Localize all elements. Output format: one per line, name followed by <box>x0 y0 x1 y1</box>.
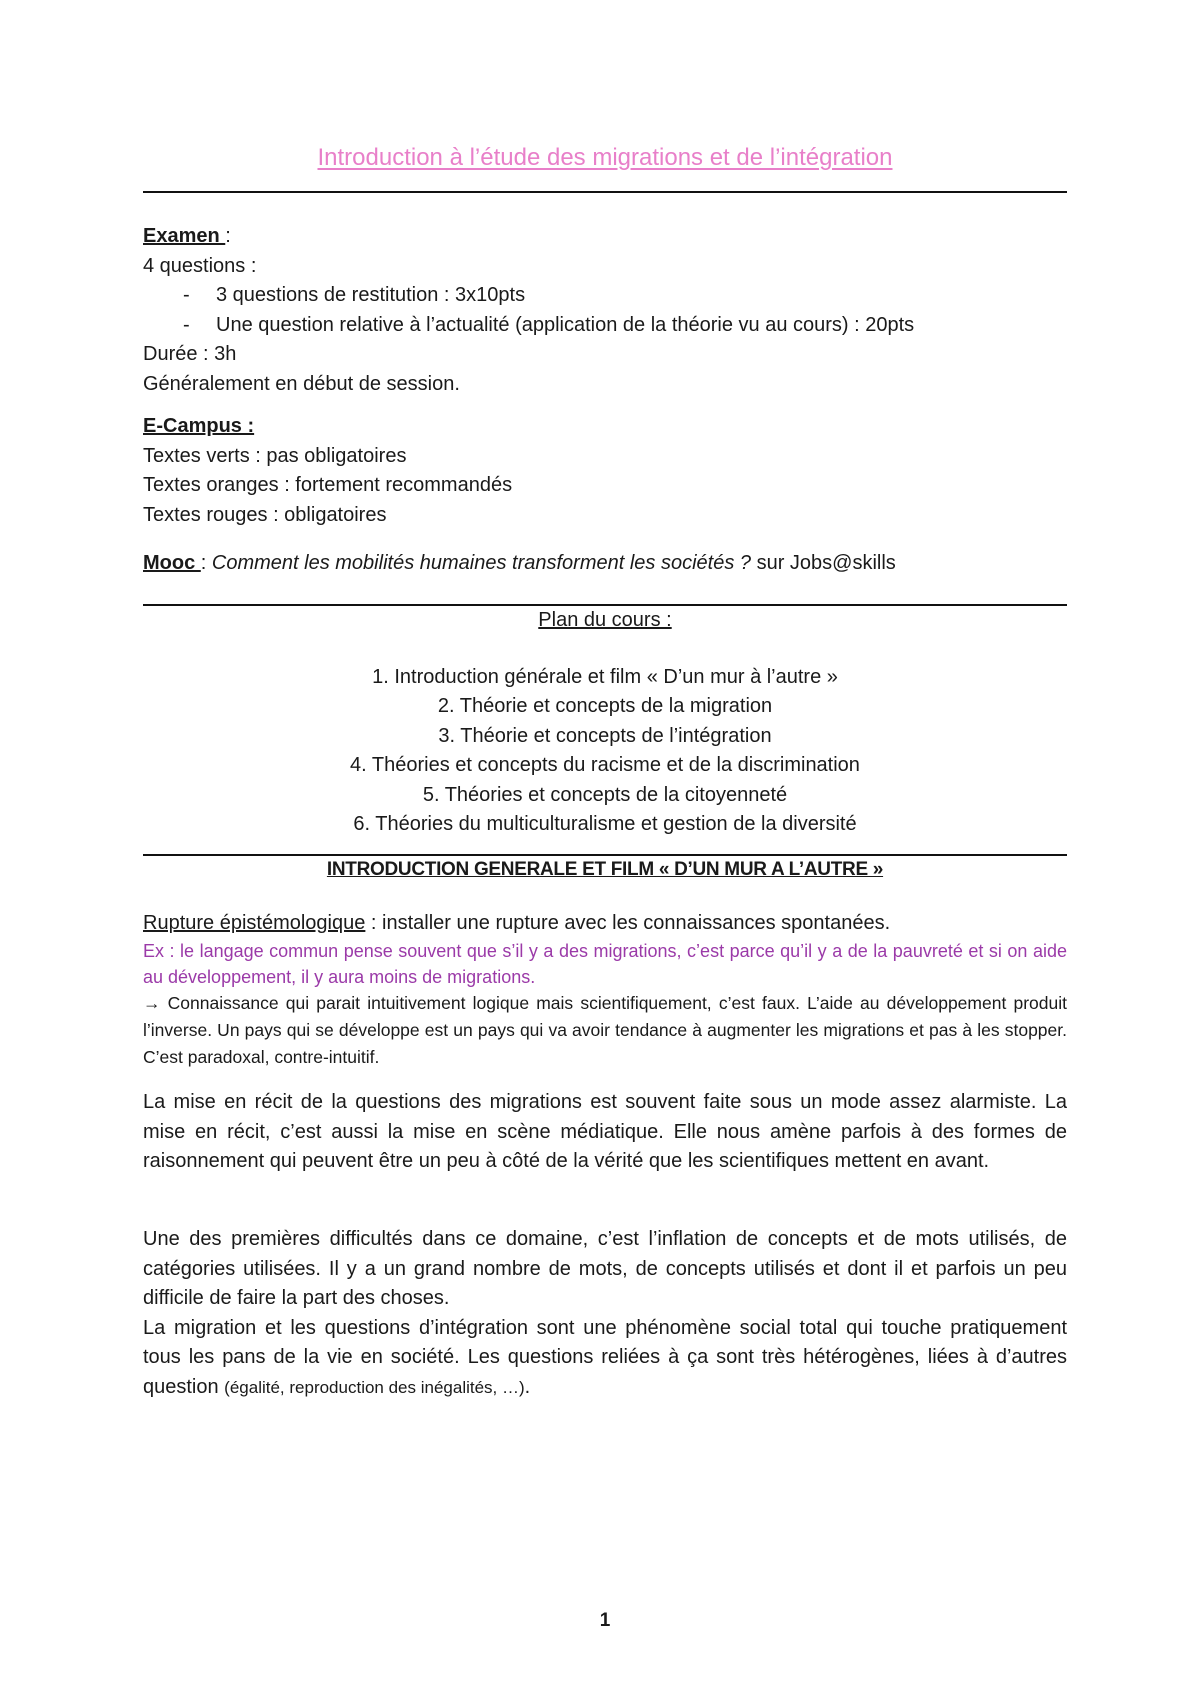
ecampus-line-red: Textes rouges : obligatoires <box>143 503 387 526</box>
mooc-title: Comment les mobilités humaines transforment les sociétés ? <box>211 552 752 574</box>
plan-heading: Plan du cours : <box>538 609 672 631</box>
mooc-section <box>143 549 1067 579</box>
plan-item: 2. Théorie et concepts de la migration <box>437 695 773 717</box>
rupture-line <box>143 909 1067 939</box>
ecampus-heading: E-Campus : <box>143 415 255 437</box>
arrow-icon: → <box>143 993 161 1013</box>
plan-item: 1. Introduction générale et film « D’un mur à l’autre » <box>372 665 838 688</box>
ecampus-line-green: Textes verts : pas obligatoires <box>143 444 407 467</box>
paragraph-2: Une des premières difficultés dans ce domaine, c’est l’inflation de concepts et de mots utilisés, de catégories utilisées. Il y a un grand nombre de mots, de concepts utilisés et dont il et parfois un peu difficile de faire la part des choses. La migration et les questions d’intégration sont une phénomène social total qui touche pratiquement tous les pans de la vie en société. Les questions reliées à ça sont très hétérogènes, liées à d’autres question (égalité, reproduction des inégalités, …). <box>143 1225 1067 1402</box>
plan-item: 6. Théories du multiculturalisme et gestion de la diversité <box>353 813 857 835</box>
list-item: - Une question relative à l’actualité (application de la théorie vu au cours) : 20pts <box>183 313 915 336</box>
plan-item: 5. Théories et concepts de la citoyenneté <box>422 783 788 806</box>
document-title: Introduction à l’étude des migrations et de l’intégration <box>317 144 893 171</box>
exam-heading <box>143 222 1067 252</box>
exam-timing: Généralement en début de session. <box>143 372 460 395</box>
mooc-label: Mooc <box>143 552 201 574</box>
exam-question-list <box>143 281 1067 340</box>
example-text: Ex : le langage commun pense souvent que s’il y a des migrations, c’est parce qu’il y a de la pauvreté et si on aide au développement, il y aura moins de migrations. <box>143 941 1067 987</box>
exam-label-suffix: : <box>225 225 231 247</box>
section-title: INTRODUCTION GENERALE ET FILM « D’UN MUR A L’AUTRE » <box>326 859 884 880</box>
plan-item: 4. Théories et concepts du racisme et de la discrimination <box>350 754 860 776</box>
arrow-paragraph: → Connaissance qui parait intuitivement logique mais scientifiquement, c’est faux. L’aide au développement produit l’inverse. Un pays qui se développe est un pays qui va avoir tendance à augmenter les migrations et pas à les stopper. C’est paradoxal, contre-intuitif. <box>143 993 1067 1067</box>
mooc-suffix: sur Jobs@skills <box>751 552 896 574</box>
intro-section <box>143 855 1067 1071</box>
paragraph-1: La mise en récit de la questions des migrations est souvent faite sous un mode assez alarmiste. La mise en récit, c’est aussi la mise en scène médiatique. Elle nous amène parfois à des formes de raisonnement qui peuvent être un peu à côté de la vérité que les scientifiques mettent en avant. <box>143 1091 1067 1172</box>
rupture-label: Rupture épistémologique <box>143 911 366 934</box>
exam-duration: Durée : 3h <box>143 343 237 365</box>
list-item: - 3 questions de restitution : 3x10pts <box>183 284 526 306</box>
page-number: 1 <box>599 1610 611 1631</box>
exam-section <box>143 222 1067 399</box>
exam-label: Examen <box>143 225 226 247</box>
mooc-line: Mooc : Comment les mobilités humaines transforment les sociétés ? sur Jobs@skills <box>143 552 896 574</box>
paragraph-3: La migration et les questions d’intégration sont une phénomène social total qui touche pratiquement tous les pans de la vie en société. Les questions reliées à ça sont très hétérogènes, liées à d’autres question (égalité, reproduction des inégalités, …). <box>143 1316 1067 1398</box>
plan-item: 3. Théorie et concepts de l’intégration <box>438 724 772 747</box>
exam-questions: 4 questions : <box>143 254 257 277</box>
ecampus-section <box>143 412 1067 530</box>
horizontal-rule <box>143 191 1067 193</box>
plan-section <box>143 606 1067 840</box>
rupture-text: : installer une rupture avec les connaissances spontanées. <box>365 911 891 934</box>
ecampus-line-orange: Textes oranges : fortement recommandés <box>143 474 513 496</box>
plan-list <box>143 663 1067 840</box>
